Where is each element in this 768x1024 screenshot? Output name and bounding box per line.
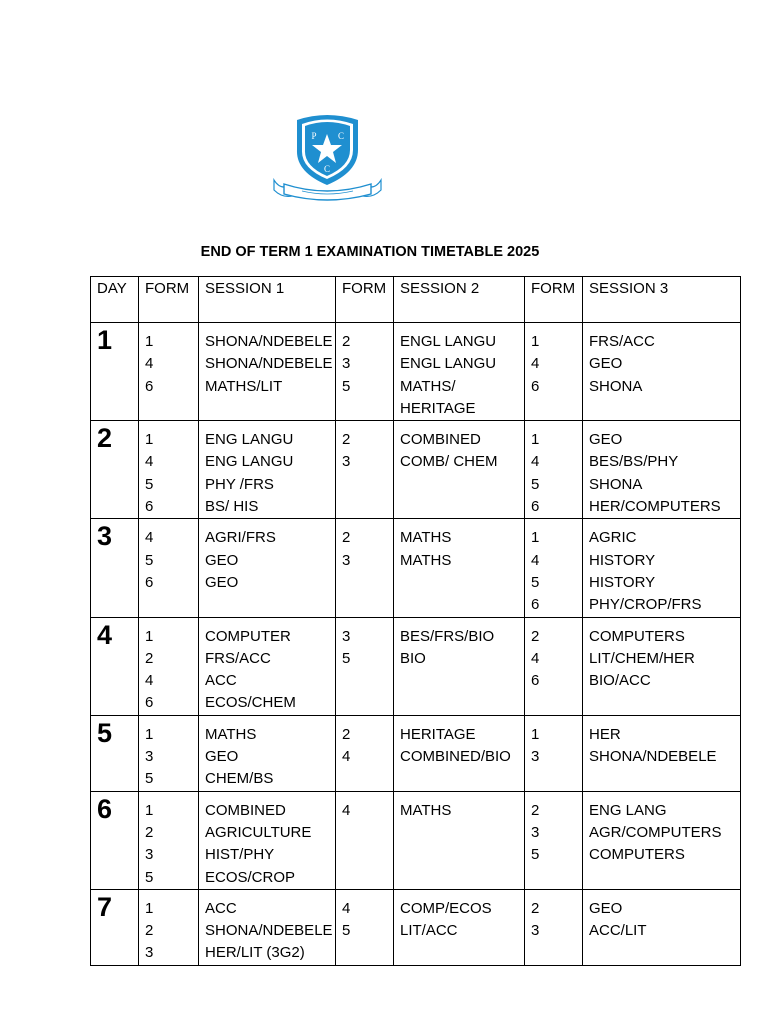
subject-entry: PHY/CROP/FRS [589, 596, 702, 614]
session-3-cell [583, 617, 741, 715]
form-number: 5 [342, 649, 351, 667]
session-2-cell [394, 421, 525, 519]
session-1-cell [199, 715, 336, 791]
day-number: 4 [97, 619, 113, 650]
subject-entry: COMPUTER [205, 627, 291, 645]
form-2-cell [336, 715, 394, 791]
subject-entry: BIO/ACC [589, 672, 651, 690]
form-number: 2 [342, 725, 351, 743]
subject-entry: GEO [205, 551, 239, 569]
subject-entry: ACC [205, 672, 237, 690]
form-number: 4 [145, 672, 154, 690]
subject-entry: ENG LANGU [205, 453, 294, 471]
day-number: 3 [97, 521, 113, 552]
session-3-cell [583, 421, 741, 519]
form-number: 4 [145, 355, 154, 373]
subject-entry: FRS/ACC [589, 333, 655, 350]
day-number: 2 [97, 423, 113, 454]
session-3-cell [583, 889, 741, 965]
form-2-cell [336, 889, 394, 965]
document-title: END OF TERM 1 EXAMINATION TIMETABLE 2025 [200, 244, 540, 260]
header-form: FORM [336, 277, 394, 323]
form-1-cell [139, 715, 199, 791]
session-2-cell [394, 617, 525, 715]
form-number: 4 [342, 748, 351, 766]
day-number: 7 [97, 891, 113, 922]
form-number: 3 [342, 551, 351, 569]
form-number: 2 [145, 823, 154, 841]
subject-entry: GEO [589, 899, 623, 917]
form-1-cell [139, 519, 199, 617]
subject-entry: AGRI/FRS [205, 529, 276, 547]
subject-entry: COMP/ECOS [400, 899, 492, 917]
form-2-cell [336, 617, 394, 715]
subject-entry: MATHS/ [400, 377, 456, 395]
subject-entry: COMBINED [400, 431, 481, 449]
subject-entry: SHONA/NDEBELE [589, 748, 717, 766]
subject-entry: COMBINED/BIO [400, 748, 511, 766]
form-number: 2 [145, 649, 154, 667]
subject-entry: CHEM/BS [205, 770, 274, 788]
subject-entry: AGRICULTURE [205, 823, 312, 841]
day-cell [91, 421, 139, 519]
day-cell [91, 715, 139, 791]
subject-entry: MATHS/LIT [205, 377, 283, 395]
form-number: 6 [145, 377, 154, 395]
form-number: 6 [531, 672, 540, 690]
subject-entry: SHONA [589, 377, 643, 395]
subject-entry: BS/ HIS [205, 498, 259, 516]
session-3-cell [583, 519, 741, 617]
table-row [91, 791, 741, 889]
form-3-cell [525, 889, 583, 965]
subject-entry: SHONA/NDEBELE [205, 355, 333, 373]
form-number: 4 [145, 529, 154, 547]
subject-entry: ACC/LIT [589, 922, 647, 940]
subject-entry: ENGL LANGU [400, 333, 497, 350]
header-session-3: SESSION 3 [583, 277, 741, 323]
subject-entry: HISTORY [589, 573, 656, 591]
form-number: 4 [145, 453, 154, 471]
form-number: 2 [531, 801, 540, 819]
form-number: 4 [531, 355, 540, 373]
form-number: 2 [531, 627, 540, 645]
form-1-cell [139, 323, 199, 421]
form-1-cell [139, 421, 199, 519]
session-3-cell [583, 715, 741, 791]
header-form: FORM [525, 277, 583, 323]
header-session-2: SESSION 2 [394, 277, 525, 323]
subject-entry: BIO [400, 649, 426, 667]
form-number: 4 [531, 453, 540, 471]
crest-letter-2: C [337, 131, 345, 141]
form-2-cell [336, 323, 394, 421]
subject-entry: GEO [205, 573, 239, 591]
form-2-cell [336, 791, 394, 889]
form-3-cell [525, 791, 583, 889]
form-1-cell [139, 617, 199, 715]
session-2-cell [394, 323, 525, 421]
session-2-cell [394, 715, 525, 791]
session-1-cell [199, 617, 336, 715]
crest-letter-1: P [311, 131, 317, 141]
form-number: 1 [531, 529, 540, 547]
school-crest-logo [270, 110, 385, 205]
subject-entry: SHONA/NDEBELE [205, 922, 333, 940]
subject-entry: HERITAGE [400, 725, 476, 743]
table-row [91, 421, 741, 519]
crest-letter-3: C [323, 164, 331, 174]
form-number: 1 [531, 333, 540, 350]
subject-entry: COMBINED [205, 801, 286, 819]
header-row [91, 277, 741, 323]
form-number: 3 [342, 355, 351, 373]
form-number: 4 [342, 801, 351, 819]
form-2-cell [336, 519, 394, 617]
day-number: 1 [97, 325, 113, 355]
subject-entry: HER [589, 725, 621, 743]
subject-entry: LIT/CHEM/HER [589, 649, 695, 667]
day-cell [91, 519, 139, 617]
form-number: 3 [531, 823, 540, 841]
form-number: 3 [531, 748, 540, 766]
subject-entry: MATHS [205, 725, 257, 743]
subject-entry: ENGL LANGU [400, 355, 497, 373]
form-number: 2 [531, 899, 540, 917]
session-1-cell [199, 421, 336, 519]
form-number: 2 [342, 333, 351, 350]
form-number: 5 [531, 846, 540, 864]
day-number: 6 [97, 793, 113, 824]
subject-entry: HERITAGE [400, 399, 476, 417]
form-number: 6 [531, 377, 540, 395]
session-1-cell [199, 791, 336, 889]
session-2-cell [394, 791, 525, 889]
form-number: 6 [531, 498, 540, 516]
form-2-cell [336, 421, 394, 519]
form-number: 4 [342, 899, 351, 917]
form-number: 1 [531, 725, 540, 743]
header-session-1: SESSION 1 [199, 277, 336, 323]
form-number: 4 [531, 649, 540, 667]
form-number: 1 [531, 431, 540, 449]
subject-entry: PHY /FRS [205, 475, 274, 493]
form-number: 4 [531, 551, 540, 569]
session-2-cell [394, 889, 525, 965]
day-number: 5 [97, 717, 113, 748]
header-day: DAY [91, 277, 139, 323]
subject-entry: HER/LIT (3G2) [205, 944, 305, 962]
form-number: 5 [145, 868, 154, 886]
subject-entry: COMPUTERS [589, 627, 685, 645]
subject-entry: HER/COMPUTERS [589, 498, 721, 516]
subject-entry: COMB/ CHEM [400, 453, 498, 471]
form-number: 6 [531, 596, 540, 614]
form-3-cell [525, 421, 583, 519]
subject-entry: BES/BS/PHY [589, 453, 679, 471]
subject-entry: MATHS [400, 529, 452, 547]
day-cell [91, 617, 139, 715]
subject-entry: GEO [589, 431, 623, 449]
subject-entry: SHONA [589, 475, 643, 493]
table-row [91, 715, 741, 791]
subject-entry: FRS/ACC [205, 649, 271, 667]
form-number: 1 [145, 333, 154, 350]
table-row [91, 617, 741, 715]
form-number: 3 [531, 922, 540, 940]
form-number: 3 [145, 846, 154, 864]
session-2-cell [394, 519, 525, 617]
subject-entry: MATHS [400, 551, 452, 569]
subject-entry: ECOS/CHEM [205, 694, 296, 712]
form-number: 5 [145, 770, 154, 788]
table-row [91, 519, 741, 617]
session-1-cell [199, 519, 336, 617]
subject-entry: BES/FRS/BIO [400, 627, 495, 645]
subject-entry: ACC [205, 899, 237, 917]
form-number: 2 [342, 529, 351, 547]
day-cell [91, 791, 139, 889]
day-cell [91, 889, 139, 965]
subject-entry: ENG LANGU [205, 431, 294, 449]
subject-entry: COMPUTERS [589, 846, 685, 864]
form-number: 6 [145, 573, 154, 591]
form-number: 1 [145, 627, 154, 645]
subject-entry: GEO [589, 355, 623, 373]
subject-entry: AGR/COMPUTERS [589, 823, 722, 841]
session-3-cell [583, 323, 741, 421]
session-1-cell [199, 323, 336, 421]
form-number: 5 [531, 475, 540, 493]
form-number: 6 [145, 694, 154, 712]
timetable-body [91, 323, 741, 966]
exam-timetable [90, 276, 741, 966]
subject-entry: MATHS [400, 801, 452, 819]
form-number: 5 [342, 922, 351, 940]
form-number: 2 [342, 431, 351, 449]
subject-entry: AGRIC [589, 529, 637, 547]
form-3-cell [525, 617, 583, 715]
subject-entry: ECOS/CROP [205, 868, 296, 886]
form-number: 1 [145, 725, 154, 743]
subject-entry: ENG LANG [589, 801, 667, 819]
form-number: 1 [145, 899, 154, 917]
table-row [91, 889, 741, 965]
form-number: 3 [342, 627, 351, 645]
form-number: 3 [145, 748, 154, 766]
form-number: 5 [145, 551, 154, 569]
subject-entry: HIST/PHY [205, 846, 275, 864]
form-number: 3 [342, 453, 351, 471]
subject-entry: GEO [205, 748, 239, 766]
table-row [91, 323, 741, 421]
form-1-cell [139, 889, 199, 965]
form-number: 5 [145, 475, 154, 493]
form-3-cell [525, 323, 583, 421]
subject-entry: SHONA/NDEBELE [205, 333, 333, 350]
subject-entry: LIT/ACC [400, 922, 458, 940]
form-3-cell [525, 715, 583, 791]
subject-entry: HISTORY [589, 551, 656, 569]
form-number: 2 [145, 922, 154, 940]
form-number: 5 [531, 573, 540, 591]
form-number: 3 [145, 944, 154, 962]
form-number: 1 [145, 801, 154, 819]
day-cell [91, 323, 139, 421]
form-number: 6 [145, 498, 154, 516]
form-1-cell [139, 791, 199, 889]
form-number: 5 [342, 377, 351, 395]
session-1-cell [199, 889, 336, 965]
form-number: 1 [145, 431, 154, 449]
form-3-cell [525, 519, 583, 617]
session-3-cell [583, 791, 741, 889]
header-form: FORM [139, 277, 199, 323]
